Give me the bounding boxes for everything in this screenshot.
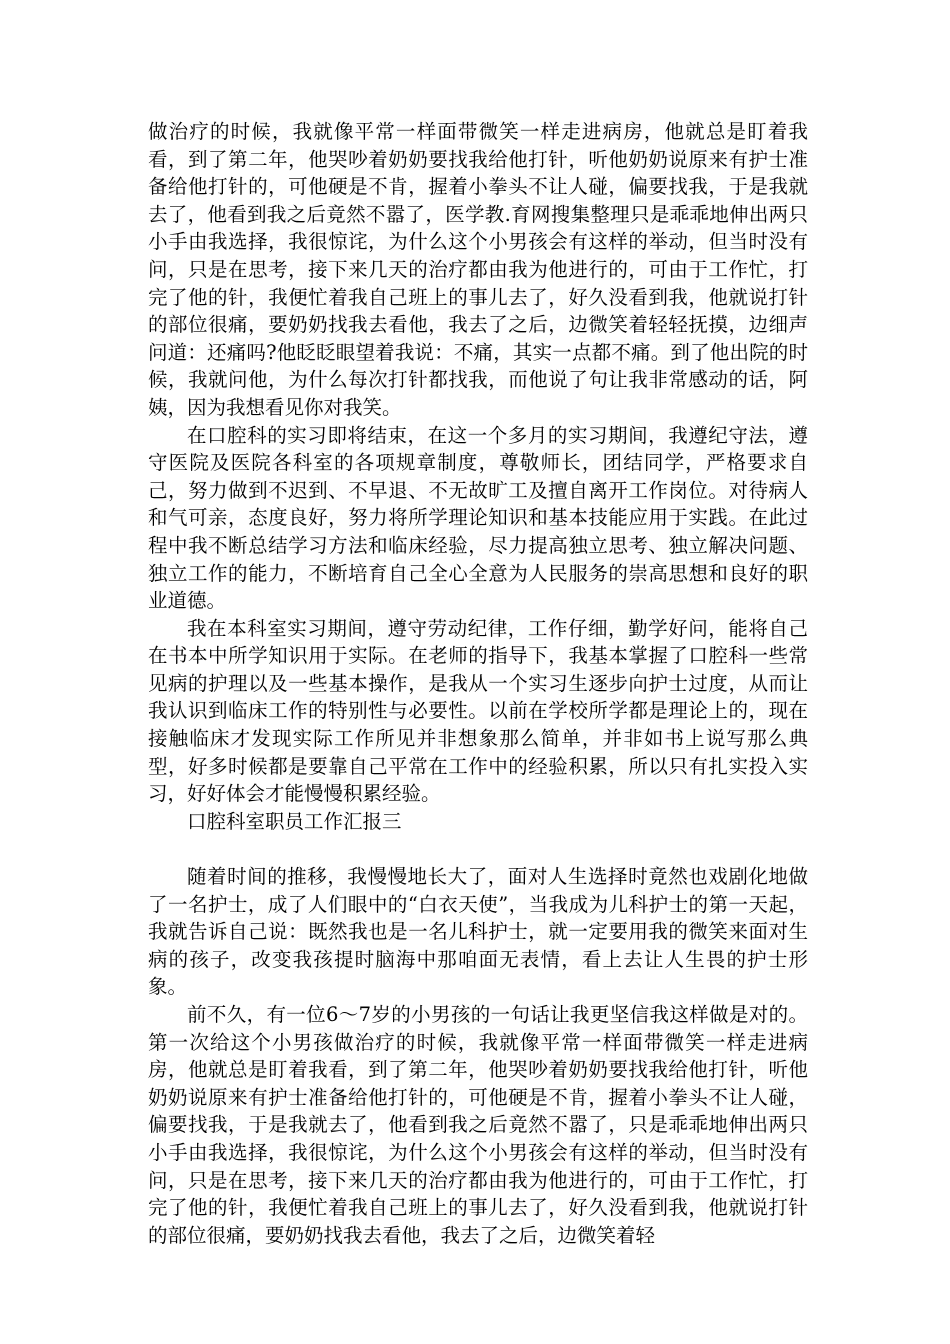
paragraph-department-practice: 我在本科室实习期间，遵守劳动纪律，工作仔细，勤学好问，能将自己在书本中所学知识用于实际。在老师的指导下，我基本掌握了口腔科一些常见病的护理以及一些基本操作，是我从一个实习生逐步向护士过度，从而让我认识到临床工作的特别性与必要性。以前在学校所学都是理论上的，现在接触临床才发现实际工作所见并非想象那么简单，并非如书上说写那么典型，好多时候都是要靠自己平常在工作中的经验积累，所以只有扎实投入实习，好好体会才能慢慢积累经验。 — [148, 616, 808, 806]
paragraph-little-boy: 前不久，有一位6～7岁的小男孩的一句话让我更坚信我这样做是对的。第一次给这个小男孩做治疗的时候，我就像平常一样面带微笑一样走进病房，他就总是盯着我看，到了第二年，他哭吵着奶奶要找我给他打针，听他奶奶说原来有护士准备给他打针的，可他硬是不肯，握着小拳头不让人碰，偏要找我，于是我就去了，他看到我之后竟然不嚣了，只是乖乖地伸出两只小手由我选择，我很惊诧，为什么这个小男孩会有这样的举动，但当时没有问，只是在思考，接下来几天的治疗都由我为他进行的，可由于工作忙，打完了他的针，我便忙着我自己班上的事儿去了，好久没看到我，他就说打针的部位很痛，要奶奶找我去看他，我去了之后，边微笑着轻 — [148, 1003, 808, 1247]
blank-line — [148, 835, 808, 863]
paragraph-continuation: 做治疗的时候，我就像平常一样面带微笑一样走进病房，他就总是盯着我看，到了第二年，他哭吵着奶奶要找我给他打针，听他奶奶说原来有护士准备给他打针的，可他硬是不肯，握着小拳头不让人碰，偏要找我，于是我就去了，他看到我之后竟然不嚣了，医学教.育网搜集整理只是乖乖地伸出两只小手由我选择，我很惊诧，为什么这个小男孩会有这样的举动，但当时没有问，只是在思考，接下来几天的治疗都由我为他进行的，可由于工作忙，打完了他的针，我便忙着我自己班上的事儿去了，好久没看到我，他就说打针的部位很痛，要奶奶找我去看他，我去了之后，边微笑着轻轻抚摸，边细声问道：还痛吗?他眨眨眼望着我说：不痛，其实一点都不痛。到了他出院的时候，我就问他，为什么每次打针都找我，而他说了句让我非常感动的话，阿姨，因为我想看见你对我笑。 — [148, 120, 808, 419]
section-heading: 口腔科室职员工作汇报三 — [187, 809, 402, 833]
paragraph-growing-up: 随着时间的推移，我慢慢地长大了，面对人生选择时竟然也戏剧化地做了一名护士，成了人们眼中的“白衣天使”，当我成为儿科护士的第一天起，我就告诉自己说：既然我也是一名儿科护士，就一定要用我的微笑来面对生病的孩子，改变我孩提时脑海中那咱面无表情，看上去让人生畏的护士形象。 — [148, 865, 808, 999]
paragraph-internship-summary: 在口腔科的实习即将结束，在这一个多月的实习期间，我遵纪守法，遵守医院及医院各科室的各项规章制度，尊敬师长，团结同学，严格要求自己，努力做到不迟到、不早退、不无故旷工及擅自离开工作岗位。对待病人和气可亲，态度良好，努力将所学理论知识和基本技能应用于实践。在此过程中我不断总结学习方法和临床经验，尽力提高独立思考、独立解决问题、独立工作的能力，不断培育自己全心全意为人民服务的崇高思想和良好的职业道德。 — [148, 423, 808, 613]
document-page — [148, 118, 808, 1249]
